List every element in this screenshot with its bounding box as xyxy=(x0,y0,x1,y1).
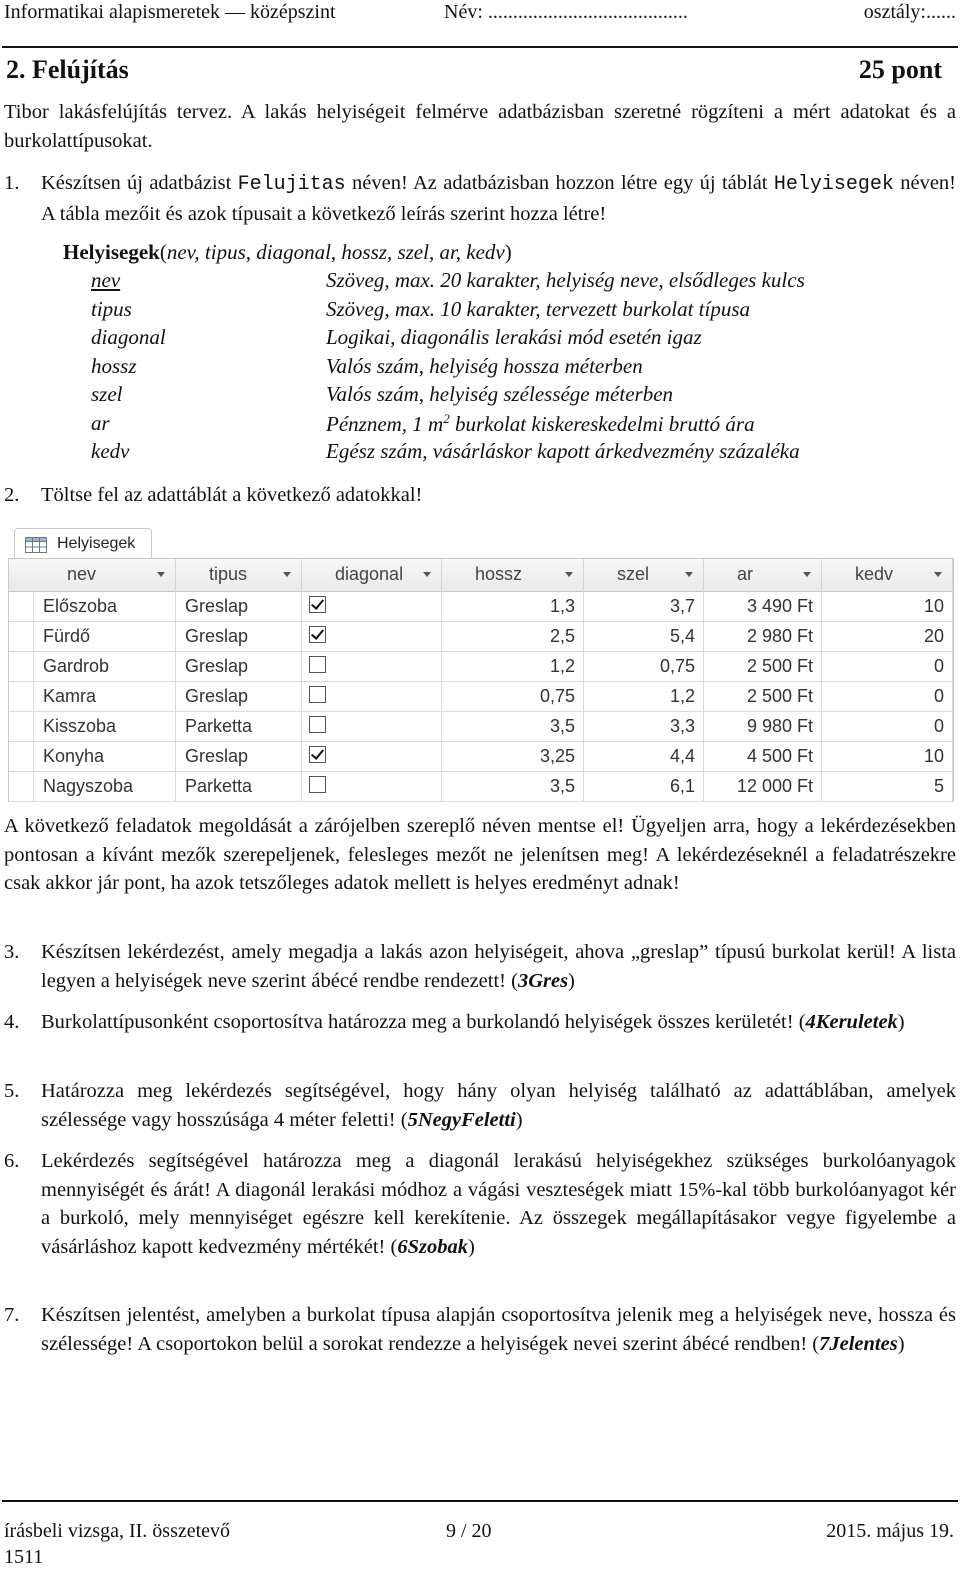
chevron-down-icon[interactable] xyxy=(685,572,693,577)
cell-diagonal[interactable] xyxy=(301,591,442,621)
cell-value: 20 xyxy=(923,626,944,646)
row-selector[interactable] xyxy=(9,591,34,621)
task-number: 7. xyxy=(4,1304,20,1326)
save-name: 3Gres xyxy=(517,969,569,992)
cell-tipus[interactable] xyxy=(175,711,302,741)
cell-value: 10 xyxy=(923,746,944,766)
cell-kedv[interactable] xyxy=(821,621,953,651)
section-title: 2. Felújítás xyxy=(6,55,129,84)
cell-value: Greslap xyxy=(185,596,249,616)
datasheet xyxy=(8,522,952,800)
datasheet-tab-label: Helyisegek xyxy=(57,535,136,552)
cell-value: 3,5 xyxy=(549,716,575,736)
cell-diagonal[interactable] xyxy=(301,651,442,681)
cell-nev[interactable] xyxy=(33,681,176,711)
cell-value: Greslap xyxy=(185,746,249,766)
cell-kedv[interactable] xyxy=(821,651,953,681)
cell-value: 6,1 xyxy=(669,776,695,796)
cell-nev[interactable] xyxy=(33,651,176,681)
footer-page: 9 / 20 xyxy=(446,1520,492,1542)
task-1-text-c: néven! A tábla mezőit és azok típusait a következő leírás szerint hozza létre! xyxy=(41,172,957,225)
cell-value: 3 490 Ft xyxy=(746,596,813,616)
task-number: 5. xyxy=(4,1080,20,1102)
field-desc: Szöveg, max. 20 karakter, helyiség neve, elsődleges kulcs xyxy=(326,268,805,292)
task-text: Határozza meg lekérdezés segítségével, hogy hány olyan helyiség található az adattáblában, amelyek szélessége vagy hosszúsága 4 méter feletti! ( xyxy=(41,1080,956,1131)
table-row xyxy=(9,771,953,802)
cell-ar[interactable] xyxy=(703,711,822,741)
cell-value: Parketta xyxy=(185,776,253,796)
cell-nev[interactable] xyxy=(33,591,176,621)
cell-tipus[interactable] xyxy=(175,651,302,681)
field-name: ar xyxy=(91,411,110,435)
cell-kedv[interactable] xyxy=(821,711,953,741)
cell-diagonal[interactable] xyxy=(301,621,442,651)
column-header-diagonal[interactable] xyxy=(301,559,442,591)
cell-ar[interactable] xyxy=(703,591,822,621)
field-name: hossz xyxy=(91,354,137,378)
cell-diagonal[interactable] xyxy=(301,711,442,741)
field-desc-b: burkolat kiskereskedelmi bruttó ára xyxy=(449,412,755,436)
cell-value: 12 000 Ft xyxy=(736,776,813,796)
cell-ar[interactable] xyxy=(703,771,822,801)
cell-szel[interactable] xyxy=(583,681,704,711)
footer-rule xyxy=(2,1500,958,1502)
cell-value: Konyha xyxy=(43,746,105,766)
task-3 xyxy=(0,938,960,998)
table-name: Helyisegek xyxy=(773,173,894,196)
task-6 xyxy=(0,1147,960,1297)
checkbox[interactable] xyxy=(309,626,326,643)
task-5 xyxy=(0,1077,960,1137)
cell-value: Parketta xyxy=(185,716,253,736)
cell-value: 3,7 xyxy=(669,596,695,616)
cell-value: 3,25 xyxy=(539,746,575,766)
cell-hossz[interactable] xyxy=(441,651,584,681)
cell-value: 1,2 xyxy=(549,656,575,676)
task-close: ) xyxy=(467,1235,475,1258)
intro-paragraph: Tibor lakásfelújítás tervez. A lakás helyiségeit felmérve adatbázisban szeretné rögzíteni a mért adatokat és a burkolattípusokat. xyxy=(4,101,956,152)
cell-nev[interactable] xyxy=(33,711,176,741)
cell-value: 0 xyxy=(933,716,944,736)
save-name: 4Keruletek xyxy=(805,1011,898,1033)
chevron-down-icon[interactable] xyxy=(423,572,431,577)
task-7-text xyxy=(41,1301,956,1358)
chevron-down-icon[interactable] xyxy=(565,572,573,577)
cell-value: 2 980 Ft xyxy=(746,626,813,646)
cell-value: 1,2 xyxy=(669,686,695,706)
cell-ar[interactable] xyxy=(703,621,822,651)
datasheet-body xyxy=(8,558,954,802)
cell-szel[interactable] xyxy=(583,651,704,681)
task-1-text xyxy=(41,169,956,228)
table-row xyxy=(9,651,953,682)
task-close: ) xyxy=(897,1332,905,1355)
chevron-down-icon[interactable] xyxy=(157,572,165,577)
column-header-label: diagonal xyxy=(335,564,404,584)
column-header-szel[interactable] xyxy=(583,559,704,591)
cell-nev[interactable] xyxy=(33,771,176,801)
cell-kedv[interactable] xyxy=(821,591,953,621)
cell-tipus[interactable] xyxy=(175,591,302,621)
cell-hossz[interactable] xyxy=(441,591,584,621)
cell-value: 2 500 Ft xyxy=(746,686,813,706)
field-desc xyxy=(326,411,755,437)
checkbox[interactable] xyxy=(309,746,326,763)
task-7 xyxy=(0,1301,960,1391)
instructions-paragraph: A következő feladatok megoldását a zárójelben szereplő néven mentse el! Ügyeljen arra, hogy a lekérdezésekben pontosan a kívánt mezők szerepeljenek, felesleges mezőt ne jelenítsen meg! A lekérdezéseknél a feladatrészekre csak akkor jár pont, ha azok tetszőleges adatok mellett is helyes eredményt adnak! xyxy=(4,815,956,894)
page-header xyxy=(4,0,956,26)
cell-value: 9 980 Ft xyxy=(746,716,813,736)
cell-hossz[interactable] xyxy=(441,741,584,771)
cell-kedv[interactable] xyxy=(821,771,953,801)
field-name: kedv xyxy=(91,439,130,463)
cell-value: Kamra xyxy=(43,686,97,706)
column-header-hossz[interactable] xyxy=(441,559,584,591)
cell-value: 1,3 xyxy=(549,596,575,616)
column-header-nev[interactable] xyxy=(33,559,176,591)
task-3-text xyxy=(41,938,956,995)
chevron-down-icon[interactable] xyxy=(934,572,942,577)
cell-value: 2 500 Ft xyxy=(746,656,813,676)
table-row xyxy=(9,741,953,772)
field-desc-sup: 2 xyxy=(443,411,450,426)
row-selector[interactable] xyxy=(9,741,34,771)
cell-hossz[interactable] xyxy=(441,621,584,651)
field-desc: Logikai, diagonális lerakási mód esetén igaz xyxy=(326,325,702,349)
task-close: ) xyxy=(515,1108,523,1131)
task-4 xyxy=(0,1008,960,1068)
task-number: 1. xyxy=(4,172,20,194)
task-number: 3. xyxy=(4,941,20,963)
task-text: Készítsen jelentést, amelyben a burkolat típusa alapján csoportosítva jelenik meg a helyiségek neve, hossza és szélessége! A csoportokon belül a sorokat rendezze a helyiségek nevei szerint ábécé rendben! ( xyxy=(41,1304,956,1355)
cell-kedv[interactable] xyxy=(821,681,953,711)
table-row xyxy=(9,621,953,652)
footer-code: 1511 xyxy=(4,1546,44,1568)
task-4-text xyxy=(41,1008,956,1037)
column-header-label: ar xyxy=(737,564,754,584)
cell-value: 0 xyxy=(933,686,944,706)
cell-ar[interactable] xyxy=(703,681,822,711)
cell-szel[interactable] xyxy=(583,771,704,801)
field-desc: Szöveg, max. 10 karakter, tervezett burkolat típusa xyxy=(326,297,750,321)
cell-hossz[interactable] xyxy=(441,681,584,711)
cell-value: Greslap xyxy=(185,686,249,706)
column-header-tipus[interactable] xyxy=(175,559,302,591)
cell-value: Nagyszoba xyxy=(43,776,134,796)
datasheet-tab[interactable] xyxy=(14,528,152,559)
column-header-label: hossz xyxy=(475,564,523,584)
task-number: 6. xyxy=(4,1150,20,1172)
table-row xyxy=(9,711,953,742)
cell-value: 0,75 xyxy=(539,686,575,706)
cell-ar[interactable] xyxy=(703,741,822,771)
row-selector[interactable] xyxy=(9,681,34,711)
cell-diagonal[interactable] xyxy=(301,741,442,771)
cell-nev[interactable] xyxy=(33,741,176,771)
cell-value: Fürdő xyxy=(43,626,91,646)
cell-value: 10 xyxy=(923,596,944,616)
cell-szel[interactable] xyxy=(583,741,704,771)
datasheet-header xyxy=(9,559,953,592)
checkbox[interactable] xyxy=(309,686,326,703)
cell-value: Greslap xyxy=(185,626,249,646)
section-points: 25 pont xyxy=(858,55,942,84)
cell-tipus[interactable] xyxy=(175,771,302,801)
save-name: 6Szobak xyxy=(397,1235,468,1258)
cell-szel[interactable] xyxy=(583,711,704,741)
chevron-down-icon[interactable] xyxy=(803,572,811,577)
db-name: Felujitas xyxy=(237,173,346,196)
cell-szel[interactable] xyxy=(583,621,704,651)
task-2 xyxy=(0,481,960,511)
task-text: Készítsen lekérdezést, amely megadja a lakás azon helyiségeit, ahova „greslap” típusú burkolat kerül! A lista legyen a helyiségek neve szerint ábécé rendbe rendezett! ( xyxy=(41,941,956,992)
column-header-label: kedv xyxy=(855,564,894,584)
table-icon xyxy=(25,537,47,553)
field-name: nev xyxy=(91,268,121,292)
cell-diagonal[interactable] xyxy=(301,681,442,711)
cell-value: 0 xyxy=(933,656,944,676)
header-class-field: osztály:...... xyxy=(863,1,956,23)
checkbox[interactable] xyxy=(309,596,326,613)
column-header-ar[interactable] xyxy=(703,559,822,591)
cell-hossz[interactable] xyxy=(441,771,584,801)
field-desc: Valós szám, helyiség szélessége méterben xyxy=(326,382,674,406)
schema-name: Helyisegek xyxy=(63,240,160,264)
cell-tipus[interactable] xyxy=(175,621,302,651)
cell-value: 4,4 xyxy=(669,746,695,766)
cell-value: 0,75 xyxy=(659,656,695,676)
task-2-text: Töltse fel az adattáblát a következő adatokkal! xyxy=(41,484,423,506)
cell-value: Előszoba xyxy=(43,596,118,616)
task-1-text-b: néven! Az adatbázisban hozzon létre egy új táblát xyxy=(345,172,774,194)
task-1 xyxy=(0,169,960,229)
table-row xyxy=(9,591,953,622)
cell-nev[interactable] xyxy=(33,621,176,651)
table-row xyxy=(9,681,953,712)
column-header-label: nev xyxy=(67,564,97,584)
row-selector[interactable] xyxy=(9,651,34,681)
row-selector[interactable] xyxy=(9,621,34,651)
cell-value: 2,5 xyxy=(549,626,575,646)
schema-header: Helyisegek(nev, tipus, diagonal, hossz, szel, ar, kedv) xyxy=(63,240,512,264)
schema-fields-list: nev, tipus, diagonal, hossz, szel, ar, kedv xyxy=(166,240,505,264)
field-name: tipus xyxy=(91,297,132,321)
task-text: Lekérdezés segítségével határozza meg a diagonál lerakású helyiségekhez szükséges burkolóanyagok mennyiségét és árát! A diagonál lerakási módhoz a vágási veszteségek miatt 15%-kal több burkolóanyagot kér a burkoló, mely mennyiséget egészre kell kerekítenie. Az összegek megállapításakor vegye figyelembe a vásárláshoz kapott kedvezmény mértékét! ( xyxy=(41,1150,956,1258)
cell-value: 3,5 xyxy=(549,776,575,796)
field-name: szel xyxy=(91,382,123,406)
cell-szel[interactable] xyxy=(583,591,704,621)
cell-diagonal[interactable] xyxy=(301,771,442,801)
column-header-label: tipus xyxy=(209,564,248,584)
cell-value: 3,3 xyxy=(669,716,695,736)
task-close: ) xyxy=(568,969,575,992)
cell-value: Kisszoba xyxy=(43,716,117,736)
field-desc-a: Pénznem, 1 m xyxy=(326,412,444,436)
header-rule xyxy=(2,46,958,48)
cell-kedv[interactable] xyxy=(821,741,953,771)
column-header-kedv[interactable] xyxy=(821,559,953,591)
checkbox[interactable] xyxy=(309,656,326,673)
row-selector[interactable] xyxy=(9,771,34,801)
task-number: 4. xyxy=(4,1011,20,1033)
cell-value: 4 500 Ft xyxy=(746,746,813,766)
row-selector[interactable] xyxy=(9,711,34,741)
field-desc: Egész szám, vásárláskor kapott árkedvezmény százaléka xyxy=(326,439,800,463)
checkbox[interactable] xyxy=(309,716,326,733)
cell-value: 5,4 xyxy=(669,626,695,646)
task-5-text xyxy=(41,1077,956,1134)
header-name-field: Név: ........................................ xyxy=(444,1,688,23)
task-1-text-a: Készítsen új adatbázist xyxy=(41,172,238,194)
footer-left: írásbeli vizsga, II. összetevő xyxy=(4,1520,231,1542)
cell-value: Gardrob xyxy=(43,656,110,676)
task-number: 2. xyxy=(4,484,20,506)
field-name: diagonal xyxy=(91,325,166,349)
save-name: 7Jelentes xyxy=(819,1332,898,1355)
cell-value: Greslap xyxy=(185,656,249,676)
footer-date: 2015. május 19. xyxy=(826,1520,954,1542)
field-desc: Valós szám, helyiség hossza méterben xyxy=(326,354,643,378)
cell-tipus[interactable] xyxy=(175,681,302,711)
cell-hossz[interactable] xyxy=(441,711,584,741)
header-subject: Informatikai alapismeretek — középszint xyxy=(4,1,336,23)
cell-value: 5 xyxy=(933,776,944,796)
cell-ar[interactable] xyxy=(703,651,822,681)
task-close: ) xyxy=(897,1011,905,1033)
chevron-down-icon[interactable] xyxy=(283,572,291,577)
cell-tipus[interactable] xyxy=(175,741,302,771)
column-header-label: szel xyxy=(617,564,650,584)
checkbox[interactable] xyxy=(309,776,326,793)
save-name: 5NegyFeletti xyxy=(407,1108,516,1131)
task-text: Burkolattípusonként csoportosítva határozza meg a burkolandó helyiségek összes kerületét! ( xyxy=(41,1011,806,1033)
task-6-text xyxy=(41,1147,956,1261)
